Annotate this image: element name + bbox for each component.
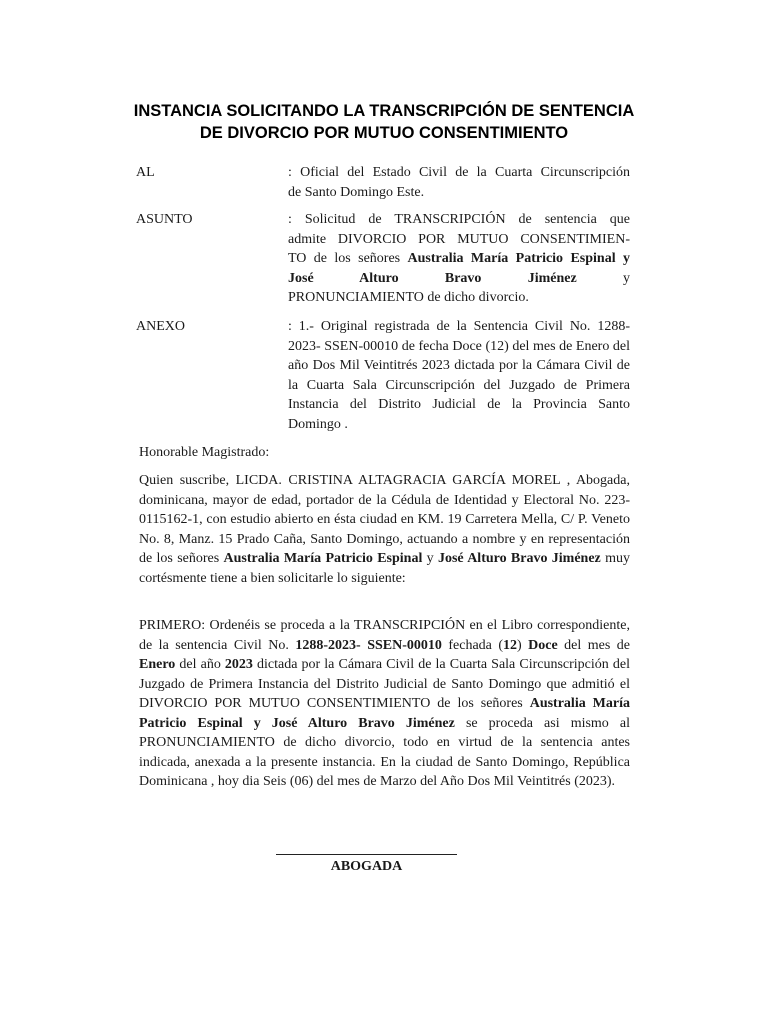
body-text-3: muy cortésmente tiene a bien solicitarle lo siguiente: [139,551,630,586]
asunto-line-4-text: y [576,270,630,286]
primero-month: Enero [139,657,176,672]
asunto-line-4 [288,269,630,289]
asunto-label: ASUNTO [136,212,193,227]
asunto-names-part-2: José Alturo Bravo Jiménez [288,270,577,286]
primero-text-3: ) [517,637,529,653]
salutation: Honorable Magistrado: [139,445,270,460]
primero-paragraph [139,616,630,792]
asunto-line-3-text: TO de los señores [288,251,408,266]
title-line-1: INSTANCIA SOLICITANDO LA TRANSCRIPCIÓN DE SENTENCIA [133,102,635,120]
primero-text-1: PRIMERO: Ordenéis se proceda a la TRANSCRIPCIÓN en el Libro correspondiente, de la sentencia Civil No. [139,618,630,653]
signature-label: ABOGADA [330,859,403,874]
body-text-2: y [422,551,438,566]
primero-year: 2023 [224,657,253,672]
body-name-2: José Alturo Bravo Jiménez [437,551,601,566]
al-value [288,163,630,202]
asunto-line-3 [288,249,630,269]
primero-text-4: del mes de [557,637,630,653]
al-line-1: : Oficial del Estado Civil de la Cuarta Circunscripción [288,165,630,180]
al-line-2: de Santo Domingo Este. [288,184,425,200]
body-text-1: Quien suscribe, LICDA. CRISTINA ALTAGRACIA GARCÍA MOREL , Abogada, dominicana, mayor de edad, portador de la Cédula de Identidad y Electoral No. 223-0115162-1, con estudio abierto en ésta ciudad en KM. 19 Carretera Mella, C/ P. Veneto No. 8, Manz. 15 Prado Caña, Santo Domingo, actuando a nombre y en representación de los señores [139,473,630,566]
anexo-label: ANEXO [136,319,185,334]
primero-text-2: fechada ( [441,637,503,653]
asunto-value [288,210,630,308]
primero-day-word: Doce [528,637,558,653]
primero-text-6: dictada por la Cámara Civil de la Cuarta Sala Circunscripción del Juzgado de Primera Instancia del Distrito Judicial de Santo Domingo que admitió el DIVORCIO POR MUTUO CONSENTIMIENTO de los señores [139,657,630,711]
asunto-line-5: PRONUNCIAMIENTO de dicho divorcio. [288,290,529,305]
primero-sentence-number: 1288-2023- SSEN-00010 [295,637,442,653]
primero-text-5: del año [175,657,225,672]
anexo-value: : 1.- Original registrada de la Sentencia Civil No. 1288-2023- SSEN-00010 de fecha Doce (12) del mes de Enero del año Dos Mil Veintitrés 2023 dictada por la Cámara Civil de la Cuarta Sala Circunscripción del Juzgado de Primera Instancia del Distrito Judicial de la Provincia Santo Domingo . [288,319,630,432]
body-name-1: Australia María Patricio Espinal [223,551,423,566]
asunto-line-1: : Solicitud de TRANSCRIPCIÓN de sentencia que [288,212,630,227]
title-line-2: DE DIVORCIO POR MUTUO CONSENTIMIENTO [199,124,569,142]
signature-line [276,854,457,855]
al-label: AL [136,165,155,180]
document-title [100,100,668,144]
asunto-line-2: admite DIVORCIO POR MUTUO CONSENTIMIEN- [288,231,630,247]
primero-names: Australia María Patricio Espinal y José Alturo Bravo Jiménez [139,696,630,731]
primero-day-number: 12 [503,637,517,653]
body-paragraph [139,471,630,588]
primero-text-7: se proceda asi mismo al PRONUNCIAMIENTO de dicho divorcio, todo en virtud de la sentencia antes indicada, anexada a la presente instancia. En la ciudad de Santo Domingo, República Dominicana , hoy dia Seis (06) del mes de Marzo del Año Dos Mil Veintitrés (2023). [139,715,630,789]
asunto-names-part-1: Australia María Patricio Espinal y [407,251,630,266]
